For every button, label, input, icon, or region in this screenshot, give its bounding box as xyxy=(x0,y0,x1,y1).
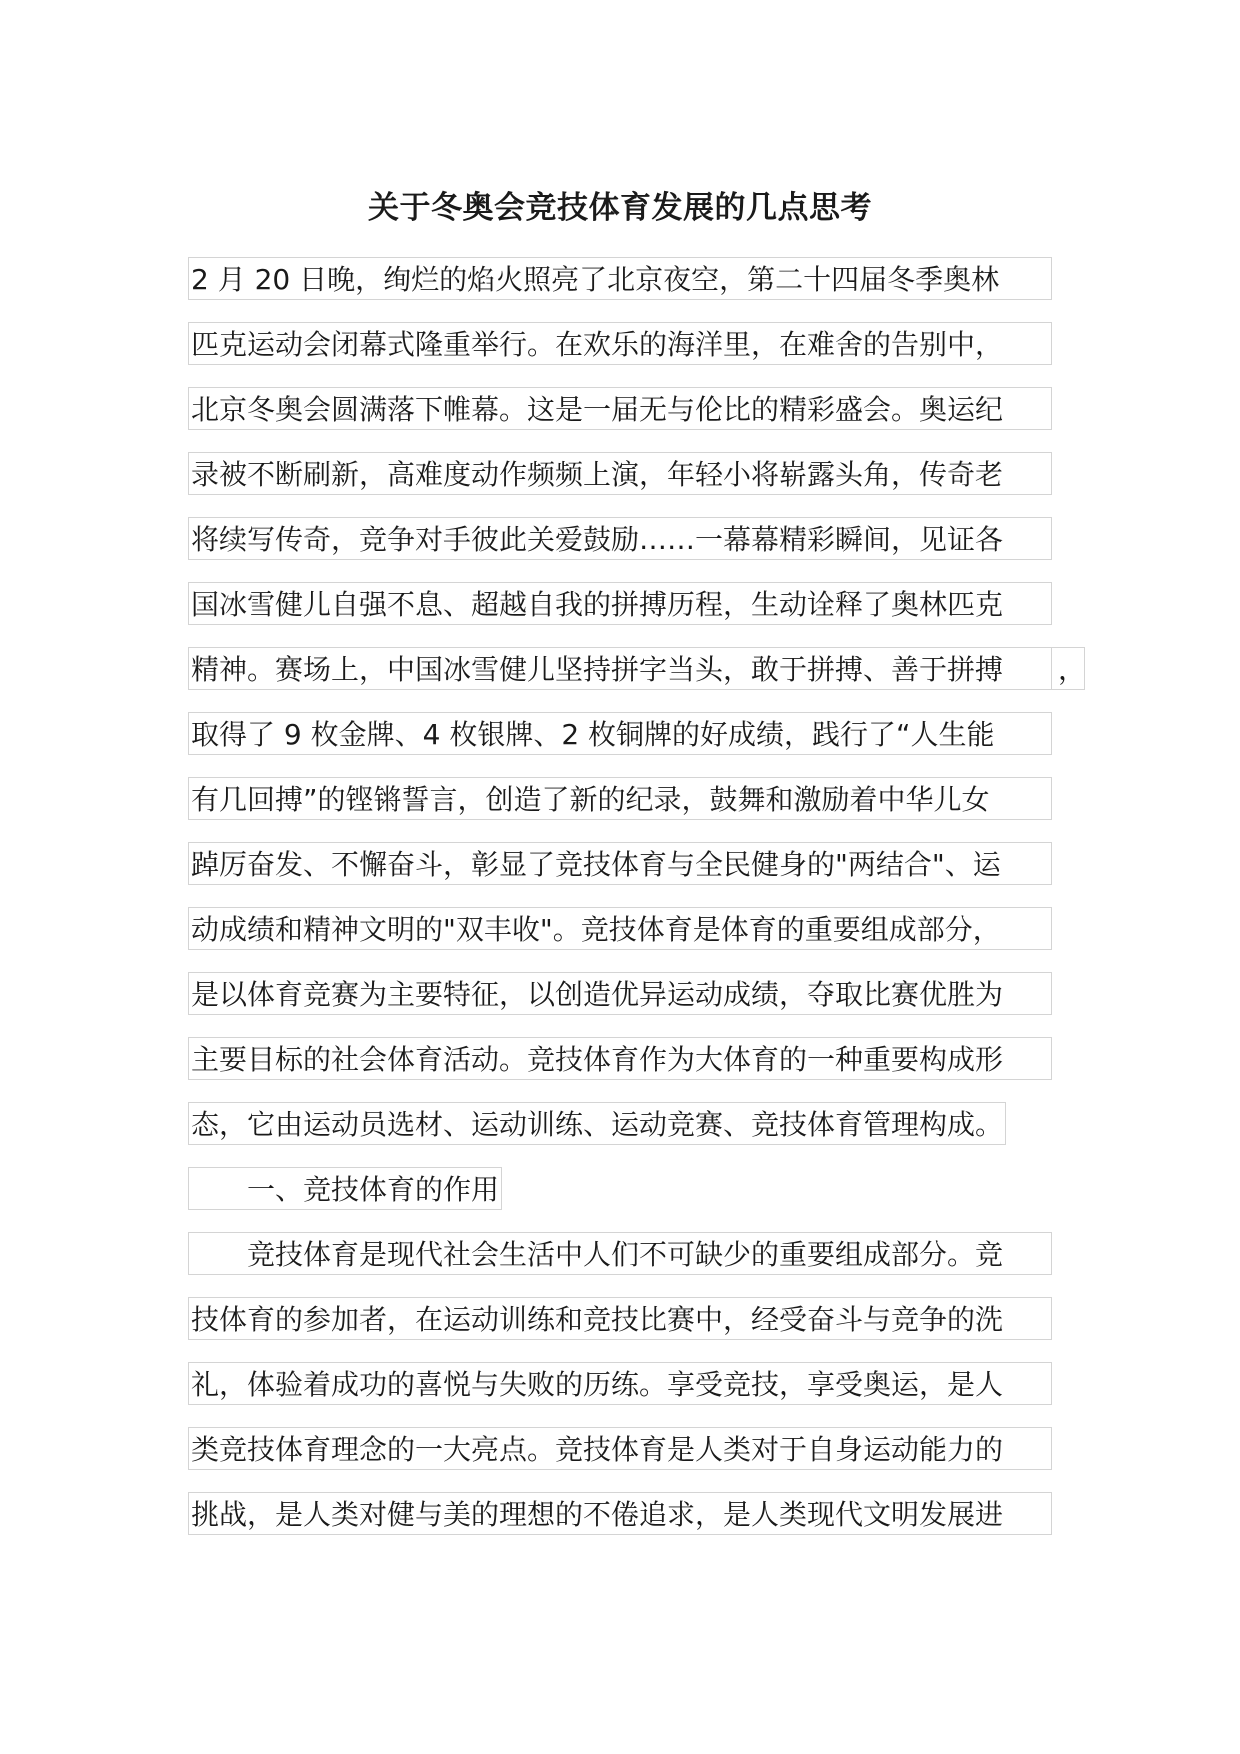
line-text: 取得了 9 枚金牌、4 枚银牌、2 枚铜牌的好成绩，践行了“人生能 xyxy=(188,712,1052,755)
text-line xyxy=(188,643,1088,708)
section-heading-line xyxy=(188,1163,1088,1228)
text-line xyxy=(188,1293,1088,1358)
line-text: 精神。赛场上，中国冰雪健儿坚持拼字当头，敢于拼搏、善于拼搏 xyxy=(188,647,1052,690)
text-line xyxy=(188,903,1088,968)
line-text: 挑战，是人类对健与美的理想的不倦追求，是人类现代文明发展进 xyxy=(188,1492,1052,1535)
line-text: 国冰雪健儿自强不息、超越自我的拼搏历程，生动诠释了奥林匹克 xyxy=(188,582,1052,625)
document-body xyxy=(188,253,1088,1553)
line-text: 北京冬奥会圆满落下帷幕。这是一届无与伦比的精彩盛会。奥运纪 xyxy=(188,387,1052,430)
text-line xyxy=(188,1033,1088,1098)
page-title: 关于冬奥会竞技体育发展的几点思考 xyxy=(368,190,872,226)
line-text: 有几回搏”的铿锵誓言，创造了新的纪录，鼓舞和激励着中华儿女 xyxy=(188,777,1052,820)
text-line xyxy=(188,578,1088,643)
line-text: 匹克运动会闭幕式隆重举行。在欢乐的海洋里，在难舍的告别中， xyxy=(188,322,1052,365)
section-heading: 一、竞技体育的作用 xyxy=(188,1167,502,1210)
line-text: 是以体育竞赛为主要特征，以创造优异运动成绩，夺取比赛优胜为 xyxy=(188,972,1052,1015)
line-text: 将续写传奇，竞争对手彼此关爱鼓励……一幕幕精彩瞬间，见证各 xyxy=(188,517,1052,560)
text-line xyxy=(188,1228,1088,1293)
text-line xyxy=(188,253,1088,318)
line-text: 竞技体育是现代社会生活中人们不可缺少的重要组成部分。竞 xyxy=(188,1232,1052,1275)
text-line xyxy=(188,318,1088,383)
text-line xyxy=(188,513,1088,578)
line-text: 态，它由运动员选材、运动训练、运动竞赛、竞技体育管理构成。 xyxy=(188,1102,1006,1145)
line-text: 录被不断刷新，高难度动作频频上演，年轻小将崭露头角，传奇老 xyxy=(188,452,1052,495)
line-text: 礼，体验着成功的喜悦与失败的历练。享受竞技，享受奥运，是人 xyxy=(188,1362,1052,1405)
text-line xyxy=(188,708,1088,773)
text-line xyxy=(188,383,1088,448)
line-text: 2 月 20 日晚，绚烂的焰火照亮了北京夜空，第二十四届冬季奥林 xyxy=(188,257,1052,300)
text-line xyxy=(188,1098,1088,1163)
line-text: 动成绩和精神文明的"双丰收"。竞技体育是体育的重要组成部分， xyxy=(188,907,1052,950)
text-line xyxy=(188,1423,1088,1488)
line-text: 踔厉奋发、不懈奋斗，彰显了竞技体育与全民健身的"两结合"、运 xyxy=(188,842,1052,885)
overflow-punctuation: ， xyxy=(1051,647,1085,690)
line-text: 类竞技体育理念的一大亮点。竞技体育是人类对于自身运动能力的 xyxy=(188,1427,1052,1470)
line-text: 主要目标的社会体育活动。竞技体育作为大体育的一种重要构成形 xyxy=(188,1037,1052,1080)
text-line xyxy=(188,1488,1088,1553)
text-line xyxy=(188,838,1088,903)
text-line xyxy=(188,448,1088,513)
text-line xyxy=(188,968,1088,1033)
line-text: 技体育的参加者，在运动训练和竞技比赛中，经受奋斗与竞争的洗 xyxy=(188,1297,1052,1340)
text-line xyxy=(188,1358,1088,1423)
text-line xyxy=(188,773,1088,838)
